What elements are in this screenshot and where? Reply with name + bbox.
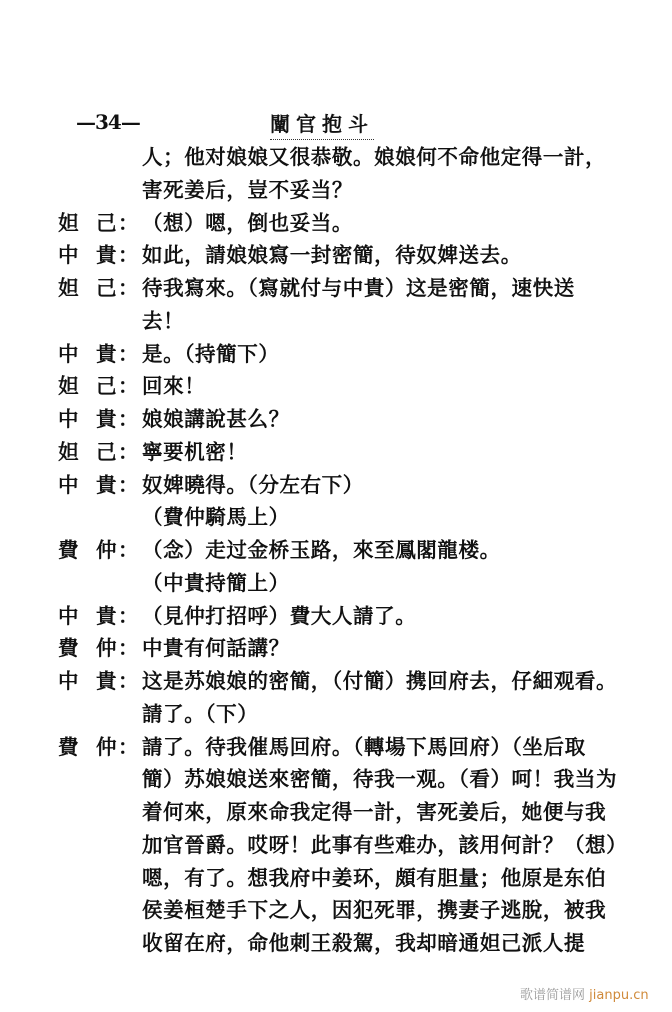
- dialogue-line: [56, 600, 656, 633]
- line-text: 娘娘講說甚么？: [142, 407, 290, 431]
- line-text: 着何來，原來命我定得一計，害死姜后，她便与我: [142, 800, 607, 824]
- line-text: 嗯，有了。想我府中姜环，頗有胆量；他原是东伯: [142, 865, 607, 890]
- dialogue-line: [56, 829, 656, 862]
- dialogue-line: [56, 469, 656, 502]
- dialogue-line: [56, 698, 656, 731]
- speaker-colon: ：: [118, 636, 139, 661]
- line-text: 簡）苏娘娘送來密簡，待我一观。（看）呵！我当为: [142, 767, 618, 792]
- page-number: —34—: [76, 110, 140, 134]
- speaker-char-2: 仲: [96, 636, 117, 661]
- line-text: 害死姜后，豈不妥当？: [142, 177, 353, 202]
- line-text: 寧要机密！: [142, 439, 248, 464]
- speaker-char-2: 己: [96, 276, 117, 300]
- line-text: 待我寫來。（寫就付与中貴）这是密簡，速快送: [142, 276, 575, 300]
- speaker-char-1: 中: [58, 603, 79, 628]
- speaker-char-2: 貴: [96, 669, 117, 693]
- line-text: 侯姜桓楚手下之人，因犯死罪，携妻子逃脫，被我: [142, 898, 607, 923]
- dialogue-line: [56, 272, 656, 305]
- speaker-colon: ：: [118, 439, 139, 464]
- speaker-char-1: 妲: [58, 374, 79, 399]
- running-title: 闡官抱斗: [270, 108, 374, 140]
- dialogue-line: [56, 141, 656, 174]
- speaker-char-2: 貴: [96, 341, 117, 366]
- dialogue-line: [56, 207, 656, 240]
- speaker-char-2: 己: [96, 374, 117, 399]
- dialogue-line: [56, 763, 656, 796]
- dialogue-line: [56, 174, 656, 207]
- speaker-char-1: 費: [58, 734, 79, 759]
- watermark-cn: 歌谱简谱网: [520, 988, 586, 1003]
- speaker-colon: ：: [118, 341, 139, 366]
- line-text: 請了。（下）: [142, 701, 259, 726]
- speaker-char-1: 中: [58, 669, 79, 693]
- speaker-char-1: 妲: [58, 276, 79, 300]
- speaker-char-1: 費: [58, 538, 79, 562]
- speaker-char-2: 仲: [96, 538, 117, 562]
- speaker-char-1: 中: [58, 341, 79, 366]
- line-text: 收留在府，命他刺王殺駕，我却暗通妲己派人提: [142, 931, 586, 955]
- dialogue-line: [56, 632, 656, 665]
- speaker-char-2: 貴: [96, 603, 117, 628]
- dialogue-line: [56, 894, 656, 927]
- speaker-colon: ：: [118, 603, 139, 628]
- speaker-char-2: 己: [96, 210, 117, 235]
- speaker-char-2: 己: [96, 439, 117, 464]
- line-text: 奴婢曉得。（分左右下）: [142, 472, 364, 497]
- line-text: （想）嗯，倒也妥当。: [142, 210, 353, 235]
- dialogue-line: [56, 567, 656, 600]
- speaker-colon: ：: [118, 243, 139, 268]
- line-text: 去！: [142, 308, 185, 333]
- speaker-colon: ：: [118, 734, 139, 759]
- line-text: 这是苏娘娘的密簡，（付簡）携回府去，仔細观看。: [142, 669, 618, 693]
- dialogue-line: [56, 927, 656, 960]
- line-text: 回來！: [142, 374, 206, 399]
- line-text: （念）走过金桥玉路，來至鳳閣龍楼。: [142, 538, 501, 562]
- line-text: （費仲騎馬上）: [142, 505, 290, 530]
- dialogue-line: [56, 403, 656, 436]
- line-text: （見仲打招呼）費大人請了。: [142, 603, 417, 628]
- line-text: 請了。待我催馬回府。（轉場下馬回府）（坐后取: [142, 734, 586, 759]
- line-text: 人；他对娘娘又很恭敬。娘娘何不命他定得一計，: [142, 145, 607, 169]
- speaker-char-1: 中: [58, 243, 79, 268]
- watermark-en: jianpu.cn: [589, 988, 649, 1003]
- speaker-char-1: 中: [58, 407, 79, 431]
- line-text: 中貴有何話講？: [142, 636, 290, 661]
- dialogue-line: [56, 534, 656, 567]
- dialogue-line: [56, 239, 656, 272]
- speaker-colon: ：: [118, 374, 139, 399]
- speaker-char-1: 中: [58, 472, 79, 497]
- script-body: [56, 141, 656, 960]
- dialogue-line: [56, 370, 656, 403]
- speaker-colon: ：: [118, 669, 139, 693]
- speaker-colon: ：: [118, 407, 139, 431]
- dialogue-line: [56, 796, 656, 829]
- speaker-colon: ：: [118, 210, 139, 235]
- line-text: 是。（持簡下）: [142, 341, 280, 366]
- dialogue-line: [56, 436, 656, 469]
- watermark: [520, 984, 649, 1003]
- speaker-char-2: 仲: [96, 734, 117, 759]
- dialogue-line: [56, 862, 656, 895]
- line-text: （中貴持簡上）: [142, 570, 290, 595]
- speaker-colon: ：: [118, 276, 139, 300]
- speaker-char-1: 妲: [58, 439, 79, 464]
- speaker-char-2: 貴: [96, 407, 117, 431]
- speaker-colon: ：: [118, 538, 139, 562]
- dialogue-line: [56, 338, 656, 371]
- dialogue-line: [56, 305, 656, 338]
- dialogue-line: [56, 731, 656, 764]
- speaker-colon: ：: [118, 472, 139, 497]
- speaker-char-1: 費: [58, 636, 79, 661]
- speaker-char-2: 貴: [96, 243, 117, 268]
- dialogue-line: [56, 501, 656, 534]
- dialogue-line: [56, 665, 656, 698]
- speaker-char-2: 貴: [96, 472, 117, 497]
- line-text: 加官晉爵。哎呀！此事有些难办，該用何計？（想）: [142, 832, 628, 857]
- speaker-char-1: 妲: [58, 210, 79, 235]
- line-text: 如此，請娘娘寫一封密簡，待奴婢送去。: [142, 243, 522, 268]
